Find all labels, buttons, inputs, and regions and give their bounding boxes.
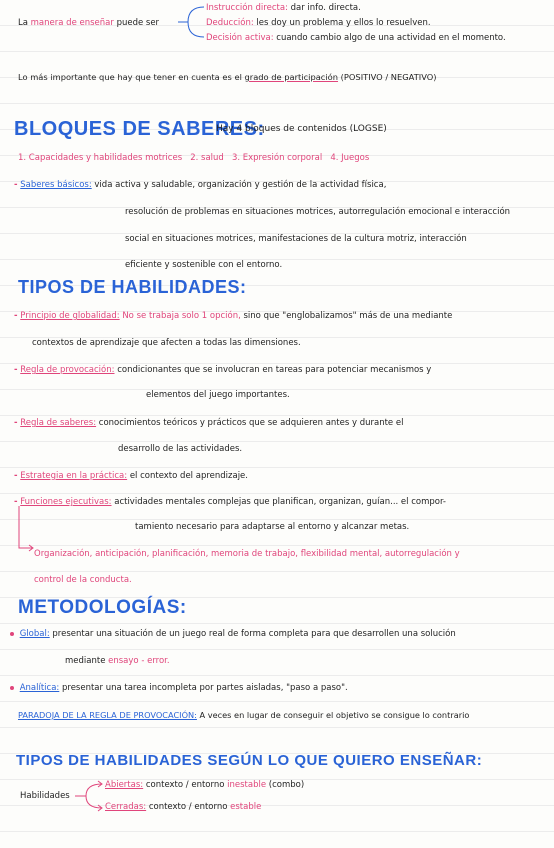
analitica-line (10, 683, 348, 693)
paradoja-line (18, 710, 469, 720)
intro-branch-2-label: Deducción: (206, 18, 254, 28)
intro-brace (178, 2, 208, 42)
funciones-list-line-1: Organización, anticipación, planificación, memoria de trabajo, flexibilidad mental, autorregulación y (34, 549, 460, 559)
intro-prefix-c: puede ser (116, 18, 160, 28)
abiertas-text: contexto / entorno (145, 780, 225, 790)
intro-branch-3-text: cuando cambio algo de una actividad en el momento. (276, 33, 506, 43)
saberes-line-2: desarrollo de las actividades. (118, 444, 243, 454)
abiertas-note: (combo) (268, 780, 305, 790)
cerradas-text: contexto / entorno (148, 802, 228, 812)
intro-branch-1-text: dar info. directa. (290, 3, 361, 13)
estrategia-line (14, 471, 248, 481)
funciones-line-2: tamiento necesario para adaptarse al entorno y alcanzar metas. (135, 522, 410, 532)
saberes-dash: - (14, 418, 18, 428)
provocacion-line-1 (14, 365, 431, 375)
intro-prefix-a: La (18, 18, 28, 28)
habilidades-title: TIPOS DE HABILIDADES: (18, 277, 247, 297)
intro-branch-2 (206, 18, 431, 28)
important-text: Lo más importante que hay que tener en cuenta es el (18, 72, 242, 82)
metodologias-title: METODOLOGÍAS: (18, 597, 187, 618)
intro-prefix-b: manera de enseñar (30, 18, 114, 28)
provocacion-label: Regla de provocación: (20, 365, 115, 375)
intro-prefix (18, 18, 159, 28)
bloques-item-1: 1. Capacidades y habilidades motrices (18, 153, 183, 163)
global-line-2 (65, 656, 170, 666)
basicos-line-1 (14, 180, 386, 190)
funciones-list-line-2: control de la conducta. (34, 575, 132, 585)
abiertas-label: Abiertas: (105, 780, 144, 790)
analitica-text: presentar una tarea incompleta por partes aisladas, "paso a paso". (61, 683, 348, 693)
globalidad-label: Principio de globalidad: (20, 311, 120, 321)
cerradas-line (105, 802, 261, 812)
abiertas-value: inestable (227, 780, 267, 790)
basicos-dash: - (14, 180, 18, 190)
basicos-line-3: social en situaciones motrices, manifestaciones de la cultura motriz, interacción (125, 234, 467, 244)
globalidad-pink: No se trabaja solo 1 opción, (122, 311, 241, 321)
funciones-arrow (16, 506, 36, 556)
bloques-item-3: 3. Expresión corporal (231, 153, 323, 163)
global-label: Global: (19, 629, 50, 639)
bloques-items (18, 153, 369, 163)
analitica-bullet-icon (10, 686, 14, 690)
basicos-label: Saberes básicos: (20, 180, 92, 190)
estrategia-label: Estrategia en la práctica: (20, 471, 128, 481)
important-line (18, 72, 437, 82)
intro-branch-1-label: Instrucción directa: (206, 3, 288, 13)
funciones-dash: - (14, 497, 18, 507)
global-line-1 (10, 629, 456, 639)
important-highlight: grado de participación (244, 72, 339, 82)
global-text-2a: mediante (65, 656, 106, 666)
bloques-subtitle: Hay 4 bloques de contenidos (LOGSE) (216, 124, 387, 134)
cerradas-label: Cerradas: (105, 802, 147, 812)
globalidad-dash: - (14, 311, 18, 321)
provocacion-line-2: elementos del juego importantes. (146, 390, 290, 400)
bloques-title: BLOQUES DE SABERES: (14, 118, 265, 140)
globalidad-line-2: contextos de aprendizaje que afecten a todas las dimensiones. (32, 338, 301, 348)
bloques-item-2: 2. salud (190, 153, 224, 163)
estrategia-dash: - (14, 471, 18, 481)
important-suffix: (POSITIVO / NEGATIVO) (340, 72, 437, 82)
abiertas-line (105, 780, 304, 790)
global-text-1: presentar una situación de un juego real de forma completa para que desarrollen una solución (52, 629, 456, 639)
saberes-text-1: conocimientos teóricos y prácticos que se adquieren antes y durante el (98, 418, 404, 428)
segun-root: Habilidades (20, 791, 70, 801)
funciones-line-1 (14, 497, 446, 507)
global-text-2b: ensayo - error. (108, 656, 170, 666)
provocacion-dash: - (14, 365, 18, 375)
segun-title: TIPOS DE HABILIDADES SEGÚN LO QUE QUIERO ENSEÑAR: (16, 752, 483, 769)
paradoja-label: PARADOJA DE LA REGLA DE PROVOCACIÓN: (18, 710, 197, 720)
basicos-line-2: resolución de problemas en situaciones motrices, autorregulación emocional e interacción (125, 207, 511, 217)
cerradas-value: estable (230, 802, 262, 812)
funciones-text-1: actividades mentales complejas que planifican, organizan, guían... el compor- (114, 497, 446, 507)
basicos-text-1: vida activa y saludable, organización y gestión de la actividad física, (94, 180, 387, 190)
global-bullet-icon (10, 632, 14, 636)
globalidad-text: sino que "englobalizamos" más de una mediante (243, 311, 453, 321)
saberes-label: Regla de saberes: (20, 418, 97, 428)
intro-branch-3-label: Decisión activa: (206, 33, 274, 43)
intro-branch-2-text: les doy un problema y ellos lo resuelven. (256, 18, 431, 28)
segun-brace (72, 778, 104, 814)
basicos-line-4: eficiente y sostenible con el entorno. (125, 260, 283, 270)
estrategia-text: el contexto del aprendizaje. (129, 471, 248, 481)
bloques-item-4: 4. Juegos (330, 153, 370, 163)
intro-branch-3 (206, 33, 506, 43)
analitica-label: Analítica: (19, 683, 60, 693)
saberes-line-1 (14, 418, 403, 428)
paradoja-text: A veces en lugar de conseguir el objetivo se consigue lo contrario (199, 710, 470, 720)
globalidad-line-1 (14, 311, 452, 321)
provocacion-text-1: condicionantes que se involucran en tareas para potenciar mecanismos y (117, 365, 432, 375)
intro-branch-1 (206, 3, 361, 13)
funciones-label: Funciones ejecutivas: (20, 497, 112, 507)
